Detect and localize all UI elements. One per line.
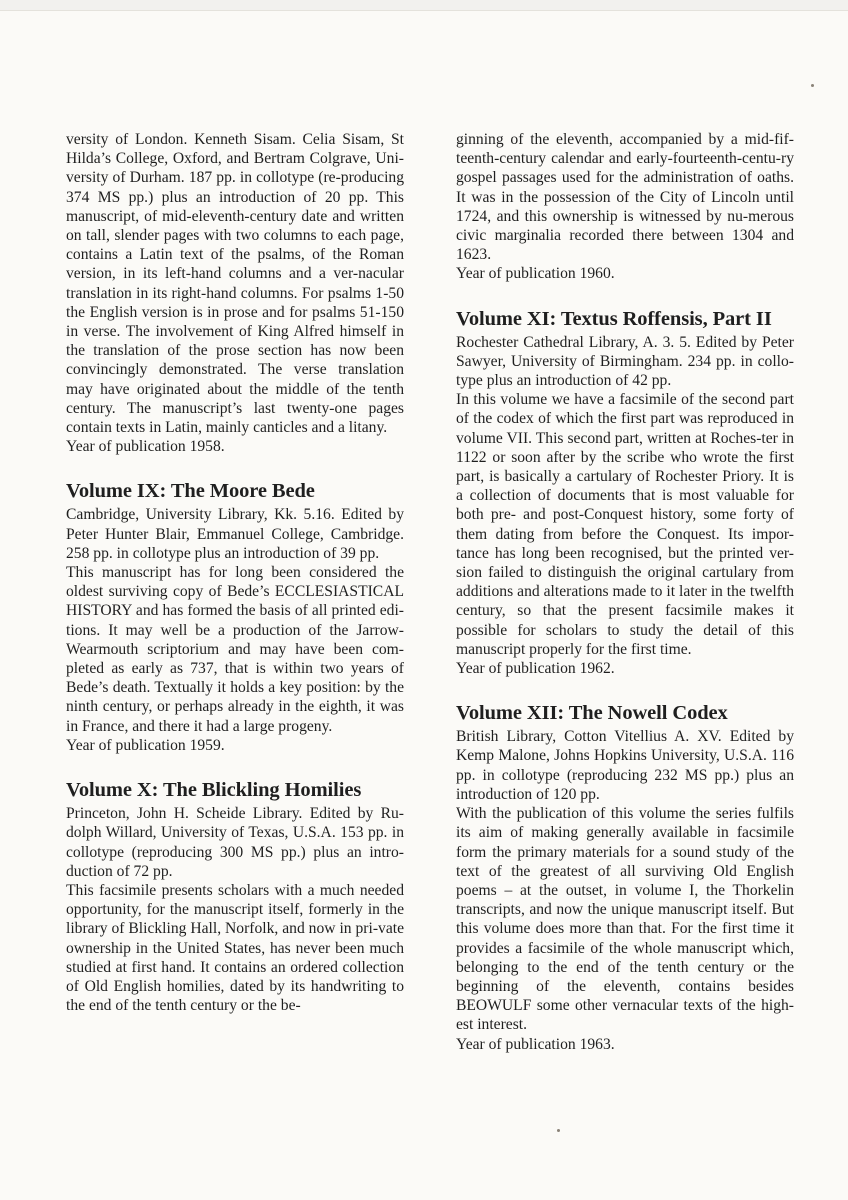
volume-xi-description: In this volume we have a facsimile of the second part of the codex of which the first part was reproduced in volume VII. This second part, written at Roches-ter in 1122 or soon after by the scribe who wrote the first part, is basically a cartulary of Rochester Priory. It is a collection of documents that is most valuable for both pre- and post-Conquest history, some forty of them dating from before the Conquest. Its impor-tance has long been recognised, but the printed ver-sion failed to distinguish the original cartulary from additions and alterations made to it later in the twelfth century, so that the present facsimile makes it possible for scholars to study the detail of this manuscript properly for the first time. (456, 391, 794, 658)
volume-xii-details: British Library, Cotton Vitellius A. XV. Edited by Kemp Malone, Johns Hopkins University, U.S.A. 116 pp. in collotype (reproducing 232 MS pp.) plus an introduction of 120 pp. (456, 728, 794, 803)
volume-xi-details: Rochester Cathedral Library, A. 3. 5. Edited by Peter Sawyer, University of Birmingham. 234 pp. in collo-type plus an introduction of 42 pp. (456, 333, 794, 390)
volume-xii-entry (456, 701, 794, 1053)
scan-speck (557, 1129, 560, 1132)
volume-x-description: This facsimile presents scholars with a much needed opportunity, for the manuscript itself, formerly in the library of Blickling Hall, Norfolk, and now in pri-vate ownership in the United States, has never been much studied at first hand. It contains an ordered collection of Old English homilies, dated by its handwriting to the end of the tenth century or the be- (66, 881, 404, 1015)
continued-entry-left (66, 130, 404, 456)
volume-x-details: Princeton, John H. Scheide Library. Edited by Ru-dolph Willard, University of Texas, U.S.A. 153 pp. in collotype (reproducing 300 MS pp.) plus an intro-duction of 72 pp. (66, 805, 404, 880)
scan-speck (811, 84, 814, 87)
volume-x-year: Year of publication 1960. (456, 265, 615, 283)
volume-ix-details: Cambridge, University Library, Kk. 5.16. Edited by Peter Hunter Blair, Emmanuel College, Cambridge. 258 pp. in collotype plus an introduction of 39 pp. (66, 506, 404, 562)
volume-ix-year: Year of publication 1959. (66, 736, 225, 754)
volume-xii-year: Year of publication 1963. (456, 1035, 615, 1053)
volume-xi-entry (456, 307, 794, 679)
continued-entry-right (456, 130, 794, 284)
page-top-edge (0, 0, 848, 11)
right-column (456, 130, 794, 1054)
left-column (66, 130, 404, 1015)
volume-xii-description: With the publication of this volume the series fulfils its aim of making generally available in facsimile form the primary materials for a sound study of the text of the greatest of all surviving Old English poems – at the outset, in volume I, the Thorkelin transcripts, and now the unique manuscript itself. But this volume does more than that. For the first time it provides a facsimile of the whole manuscript which, belonging to the end of the tenth century or the beginning of the eleventh, contains besides BEOWULF some other vernacular texts of the high-est interest. (456, 805, 794, 1034)
volume-xii-heading: Volume XII: The Nowell Codex (456, 702, 728, 725)
volume-xi-year: Year of publication 1962. (456, 660, 615, 678)
volume-ix-entry (66, 479, 404, 755)
volume-xi-heading: Volume XI: Textus Roffensis, Part II (456, 307, 772, 330)
continued-entry-year: Year of publication 1958. (66, 438, 225, 456)
volume-ix-heading: Volume IX: The Moore Bede (66, 480, 315, 503)
continued-entry-text: versity of London. Kenneth Sisam. Celia Sisam, St Hilda’s College, Oxford, and Bertram Colgrave, Uni-versity of Durham. 187 pp. in collotype (re-producing 374 MS pp.) plus an introduction of 20 pp. This manuscript, of mid-eleventh-century date and written on tall, slender pages with two columns to each page, contains a Latin text of the psalms, of the Roman version, in its left-hand columns and a ver-nacular translation in its right-hand columns. For psalms 1-50 the English version is in prose and for psalms 51-150 in verse. The involvement of King Alfred himself in the translation of the prose section has now been convincingly demonstrated. The verse translation may have originated about the middle of the tenth century. The manuscript’s last twenty-one pages contain texts in Latin, mainly canticles and a litany. (66, 131, 404, 437)
volume-x-heading: Volume X: The Blickling Homilies (66, 779, 362, 802)
volume-x-continuation-text: ginning of the eleventh, accompanied by a mid-fif-teenth-century calendar and early-fourteenth-centu-ry gospel passages used for the administration of oaths. It was in the possession of the City of Lincoln until 1724, and this ownership is witnessed by nu-merous civic marginalia recorded there between 1304 and 1623. (456, 131, 794, 264)
volume-ix-description: This manuscript has for long been considered the oldest surviving copy of Bede’s ECCLESIASTICAL HISTORY and has formed the basis of all printed edi-tions. It may well be a production of the Jarrow-Wearmouth scriptorium and may have been com-pleted as early as 737, that is within two years of Bede’s death. Textually it holds a key position: by the ninth century, or perhaps already in the eighth, it was in France, and there it had a large progeny. (66, 564, 404, 735)
volume-x-entry (66, 778, 404, 1015)
